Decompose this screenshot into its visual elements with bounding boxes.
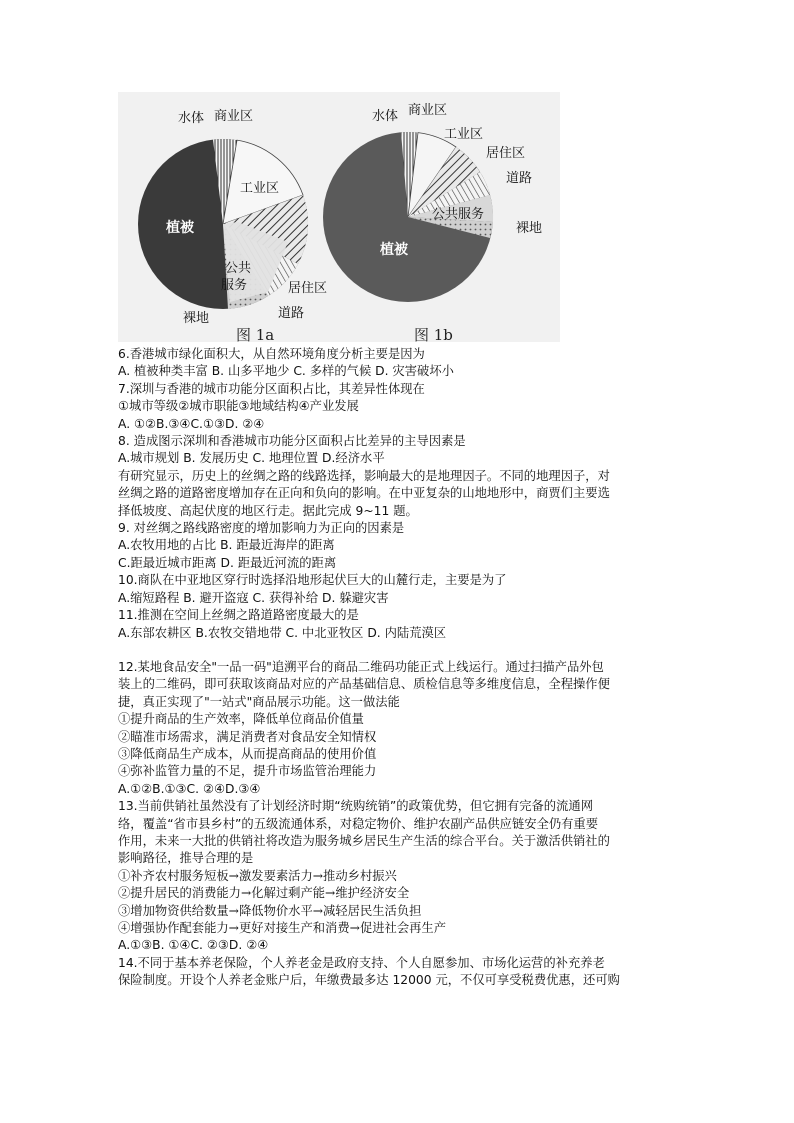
pie-b-label-commercial: 商业区: [408, 103, 448, 118]
text-line: A. 植被种类丰富 B. 山多平地少 C. 多样的气候 D. 灾害破坏小: [118, 364, 454, 379]
text-line: A.城市规划 B. 发展历史 C. 地理位置 D.经济水平: [118, 451, 385, 466]
text-line: 10.商队在中亚地区穿行时选择沿地形起伏巨大的山麓行走，主要是为了: [118, 573, 507, 588]
text-line: C.距最近城市距离 D. 距最近河流的距离: [118, 555, 337, 570]
pie-b: [323, 102, 542, 342]
text-line: 7.深圳与香港的城市功能分区面积占比，其差异性体现在: [118, 381, 425, 396]
blank-line: [118, 642, 678, 659]
pie-b-label-water: 水体: [372, 109, 399, 124]
pie-a-label-industrial: 工业区: [240, 181, 280, 196]
text-line: 保险制度。开设个人养老金账户后，年缴费最多达 12000 元，不仅可享受税费优惠，还可购: [118, 973, 620, 988]
pie-b-label-bare: 裸地: [516, 221, 543, 236]
pie-b-label-road: 道路: [506, 171, 533, 186]
pie-b-label-public-service: 公共服务: [432, 207, 485, 222]
text-line: 装上的二维码，即可获取该商品对应的产品基础信息、质检信息等多维度信息，全程操作便: [118, 677, 610, 692]
pie-a-label-residential: 居住区: [288, 281, 328, 296]
text-line: ④弥补监管力量的不足，提升市场监管治理能力: [118, 764, 377, 779]
text-line: 12.某地食品安全"一品一码"追溯平台的商品二维码功能正式上线运行。通过扫描产品外包: [118, 659, 604, 674]
pie-a-label-commercial: 商业区: [214, 109, 254, 124]
text-line: ②提升居民的消费能力→化解过剩产能→维护经济安全: [118, 886, 410, 901]
text-line: ①提升商品的生产效率，降低单位商品价值量: [118, 712, 364, 727]
pie-b-label-residential: 居住区: [486, 146, 526, 161]
text-line: A.①③B. ①④C. ②③D. ②④: [118, 938, 269, 953]
text-line: A.①②B.①③C. ②④D.③④: [118, 781, 261, 796]
pie-a-label-public-1: 公共: [225, 261, 252, 276]
text-line: 9. 对丝绸之路线路密度的增加影响力为正向的因素是: [118, 521, 405, 536]
pie-b-label-industrial: 工业区: [444, 127, 484, 142]
text-line: ③降低商品生产成本，从而提高商品的使用价值: [118, 746, 377, 761]
text-line: 影响路径，推导合理的是: [118, 851, 254, 866]
pie-b-caption: 图 1b: [414, 326, 453, 342]
question-text: [118, 346, 678, 990]
text-line: 14.不同于基本养老保险，个人养老金是政府支持、个人自愿参加、市场化运营的补充养老: [118, 955, 605, 970]
text-line: A.农牧用地的占比 B. 距最近海岸的距离: [118, 538, 335, 553]
pie-b-label-vegetation: 植被: [380, 242, 408, 258]
text-line: 13.当前供销社虽然没有了计划经济时期“统购统销”的政策优势，但它拥有完备的流通网: [118, 799, 593, 814]
text-line: 择低坡度、高起伏度的地区行走。据此完成 9~11 题。: [118, 503, 418, 518]
pie-a-label-public-2: 服务: [221, 278, 248, 293]
pie-a-caption: 图 1a: [236, 326, 275, 342]
text-line: A. ①②B.③④C.①③D. ②④: [118, 416, 265, 431]
text-line: 6.香港城市绿化面积大，从自然环境角度分析主要是因为: [118, 347, 425, 361]
text-line: ①城市等级②城市职能③地域结构④产业发展: [118, 399, 359, 414]
text-line: 丝绸之路的道路密度增加存在正向和负向的影响。在中亚复杂的山地地形中，商贾们主要选: [118, 486, 610, 501]
text-line: A.缩短路程 B. 避开盗寇 C. 获得补给 D. 躲避灾害: [118, 590, 389, 605]
text-line: 8. 造成图示深圳和香港城市功能分区面积占比差异的主导因素是: [118, 434, 466, 449]
pie-a: [138, 108, 327, 342]
pie-charts-svg: [118, 92, 560, 342]
pie-chart-figure: [118, 92, 560, 342]
text-line: ④增强协作配套能力→更好对接生产和消费→促进社会再生产: [118, 921, 447, 935]
pie-a-label-vegetation: 植被: [166, 220, 194, 236]
text-line: ②瞄准市场需求，满足消费者对食品安全知情权: [118, 729, 377, 744]
text-line: 有研究显示，历史上的丝绸之路的线路选择，影响最大的是地理因子。不同的地理因子，对: [118, 468, 610, 483]
text-line: 作用，未来一大批的供销社将改造为服务城乡居民生产生活的综合平台。关于激活供销社的: [118, 833, 610, 848]
text-line: ①补齐农村服务短板→激发要素活力→推动乡村振兴: [118, 868, 397, 883]
text-line: 络，覆盖“省市县乡村”的五级流通体系，对稳定物价、维护农副产品供应链安全仍有重要: [118, 816, 599, 831]
pie-a-label-road: 道路: [278, 306, 305, 321]
text-line: ③增加物资供给数量→降低物价水平→减轻居民生活负担: [118, 903, 422, 918]
text-line: 11.推测在空间上丝绸之路道路密度最大的是: [118, 608, 359, 623]
pie-a-label-bare: 裸地: [183, 311, 210, 326]
text-line: A.东部农耕区 B.农牧交错地带 C. 中北亚牧区 D. 内陆荒漠区: [118, 625, 447, 640]
pie-a-label-water: 水体: [178, 111, 205, 126]
text-line: 捷，真正实现了"一站式"商品展示功能。这一做法能: [118, 694, 400, 709]
